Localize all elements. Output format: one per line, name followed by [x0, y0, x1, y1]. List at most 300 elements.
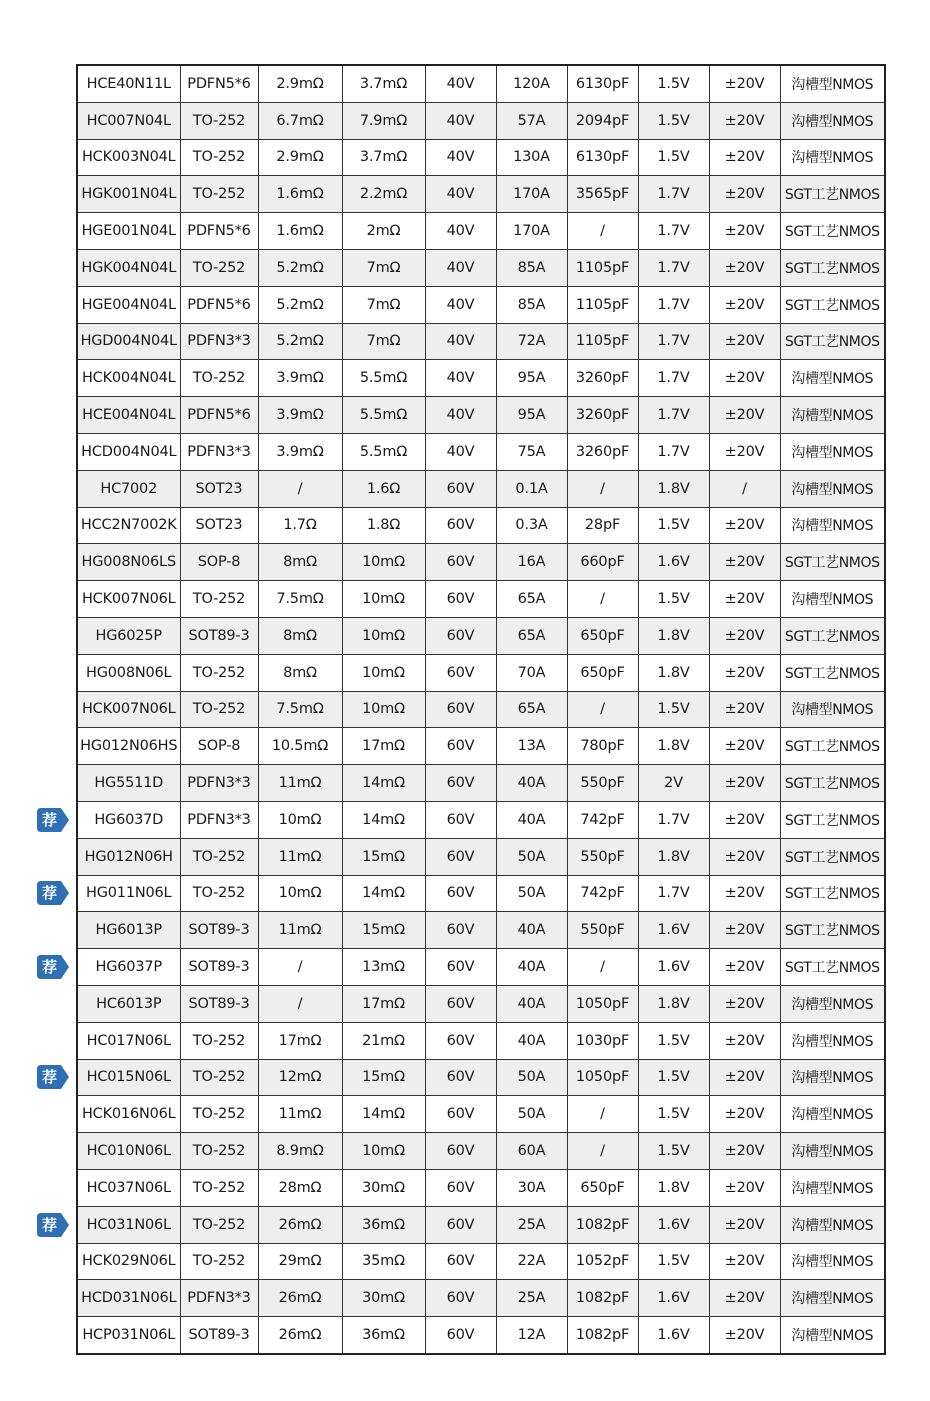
rds-on-max-cell: 7mΩ	[342, 249, 425, 286]
part-number-cell: HCD031N06L	[77, 1280, 180, 1317]
part-number-cell: HC017N06L	[77, 1022, 180, 1059]
ciss-cell: 742pF	[567, 801, 638, 838]
type-cell: SGT工艺NMOS	[780, 544, 885, 581]
vgs-cell: ±20V	[709, 286, 780, 323]
table-row	[77, 949, 885, 986]
type-cell: SGT工艺NMOS	[780, 654, 885, 691]
table-row	[77, 912, 885, 949]
vgs-cell: ±20V	[709, 176, 780, 213]
table-row	[77, 65, 885, 102]
vgs-cell: ±20V	[709, 581, 780, 618]
rds-on-typ-cell: 11mΩ	[258, 1096, 342, 1133]
rds-on-typ-cell: /	[258, 470, 342, 507]
ciss-cell: 1082pF	[567, 1206, 638, 1243]
vds-cell: 60V	[425, 654, 496, 691]
table-row	[77, 286, 885, 323]
vds-cell: 40V	[425, 286, 496, 323]
type-cell: SGT工艺NMOS	[780, 617, 885, 654]
table-row	[77, 1280, 885, 1317]
id-cell: 0.3A	[496, 507, 567, 544]
rds-on-max-cell: 7mΩ	[342, 323, 425, 360]
mosfet-spec-table	[76, 64, 886, 1355]
table-row	[77, 507, 885, 544]
ciss-cell: 550pF	[567, 838, 638, 875]
vds-cell: 40V	[425, 213, 496, 250]
id-cell: 25A	[496, 1206, 567, 1243]
part-number-cell: HG011N06L	[77, 875, 180, 912]
rds-on-max-cell: 3.7mΩ	[342, 65, 425, 102]
table-row	[77, 1133, 885, 1170]
package-cell: SOT23	[180, 507, 258, 544]
package-cell: TO-252	[180, 360, 258, 397]
vth-cell: 1.5V	[638, 139, 709, 176]
table-row	[77, 470, 885, 507]
table-row	[77, 765, 885, 802]
package-cell: PDFN3*3	[180, 765, 258, 802]
package-cell: TO-252	[180, 654, 258, 691]
type-cell: SGT工艺NMOS	[780, 765, 885, 802]
vds-cell: 60V	[425, 1317, 496, 1354]
vgs-cell: ±20V	[709, 1243, 780, 1280]
vds-cell: 60V	[425, 765, 496, 802]
ciss-cell: 650pF	[567, 617, 638, 654]
id-cell: 13A	[496, 728, 567, 765]
rds-on-max-cell: 17mΩ	[342, 728, 425, 765]
vgs-cell: ±20V	[709, 433, 780, 470]
recommended-label: 荐	[41, 1068, 57, 1087]
part-number-cell: HG012N06HS	[77, 728, 180, 765]
vth-cell: 1.7V	[638, 249, 709, 286]
rds-on-max-cell: 14mΩ	[342, 1096, 425, 1133]
table-row	[77, 728, 885, 765]
part-number-cell: HC015N06L	[77, 1059, 180, 1096]
part-number-cell: HCK004N04L	[77, 360, 180, 397]
vds-cell: 60V	[425, 507, 496, 544]
rds-on-max-cell: 14mΩ	[342, 875, 425, 912]
vth-cell: 1.5V	[638, 65, 709, 102]
type-cell: 沟槽型NMOS	[780, 1280, 885, 1317]
vth-cell: 1.5V	[638, 1059, 709, 1096]
vgs-cell: ±20V	[709, 985, 780, 1022]
vgs-cell: ±20V	[709, 691, 780, 728]
part-number-cell: HCK016N06L	[77, 1096, 180, 1133]
id-cell: 50A	[496, 1059, 567, 1096]
package-cell: TO-252	[180, 1206, 258, 1243]
id-cell: 95A	[496, 397, 567, 434]
table-row	[77, 1317, 885, 1354]
part-number-cell: HC031N06L	[77, 1206, 180, 1243]
package-cell: SOT89-3	[180, 985, 258, 1022]
part-number-cell: HCP031N06L	[77, 1317, 180, 1354]
type-cell: 沟槽型NMOS	[780, 397, 885, 434]
package-cell: TO-252	[180, 1096, 258, 1133]
vth-cell: 1.8V	[638, 654, 709, 691]
part-number-cell: HC7002	[77, 470, 180, 507]
ciss-cell: /	[567, 470, 638, 507]
vth-cell: 1.7V	[638, 875, 709, 912]
vth-cell: 1.7V	[638, 323, 709, 360]
package-cell: TO-252	[180, 102, 258, 139]
id-cell: 60A	[496, 1133, 567, 1170]
rds-on-max-cell: 10mΩ	[342, 691, 425, 728]
vgs-cell: ±20V	[709, 1133, 780, 1170]
ciss-cell: 2094pF	[567, 102, 638, 139]
type-cell: 沟槽型NMOS	[780, 1243, 885, 1280]
part-number-cell: HG008N06L	[77, 654, 180, 691]
package-cell: TO-252	[180, 176, 258, 213]
id-cell: 0.1A	[496, 470, 567, 507]
part-number-cell: HCK003N04L	[77, 139, 180, 176]
rds-on-typ-cell: 5.2mΩ	[258, 249, 342, 286]
id-cell: 95A	[496, 360, 567, 397]
vth-cell: 1.5V	[638, 691, 709, 728]
id-cell: 40A	[496, 949, 567, 986]
rds-on-max-cell: 7mΩ	[342, 286, 425, 323]
vds-cell: 60V	[425, 1059, 496, 1096]
table-row	[77, 1059, 885, 1096]
id-cell: 40A	[496, 765, 567, 802]
ciss-cell: 780pF	[567, 728, 638, 765]
id-cell: 16A	[496, 544, 567, 581]
package-cell: PDFN3*3	[180, 801, 258, 838]
vth-cell: 1.8V	[638, 728, 709, 765]
table-row	[77, 433, 885, 470]
part-number-cell: HCC2N7002K	[77, 507, 180, 544]
id-cell: 85A	[496, 286, 567, 323]
ciss-cell: 1050pF	[567, 985, 638, 1022]
package-cell: SOP-8	[180, 544, 258, 581]
vds-cell: 60V	[425, 691, 496, 728]
rds-on-typ-cell: 12mΩ	[258, 1059, 342, 1096]
type-cell: SGT工艺NMOS	[780, 801, 885, 838]
rds-on-max-cell: 2.2mΩ	[342, 176, 425, 213]
recommended-label: 荐	[41, 884, 57, 903]
rds-on-max-cell: 17mΩ	[342, 985, 425, 1022]
type-cell: SGT工艺NMOS	[780, 249, 885, 286]
package-cell: TO-252	[180, 1133, 258, 1170]
recommended-badge	[37, 955, 69, 979]
vgs-cell: ±20V	[709, 65, 780, 102]
vgs-cell: ±20V	[709, 360, 780, 397]
package-cell: PDFN3*3	[180, 433, 258, 470]
table-row	[77, 838, 885, 875]
id-cell: 170A	[496, 213, 567, 250]
table-row	[77, 1206, 885, 1243]
rds-on-typ-cell: 8mΩ	[258, 654, 342, 691]
ciss-cell: 660pF	[567, 544, 638, 581]
type-cell: 沟槽型NMOS	[780, 1133, 885, 1170]
part-number-cell: HC037N06L	[77, 1169, 180, 1206]
ciss-cell: /	[567, 691, 638, 728]
type-cell: 沟槽型NMOS	[780, 1022, 885, 1059]
id-cell: 40A	[496, 912, 567, 949]
vds-cell: 40V	[425, 139, 496, 176]
vds-cell: 60V	[425, 1133, 496, 1170]
ciss-cell: 1052pF	[567, 1243, 638, 1280]
id-cell: 70A	[496, 654, 567, 691]
rds-on-max-cell: 10mΩ	[342, 654, 425, 691]
vth-cell: 1.8V	[638, 1169, 709, 1206]
package-cell: PDFN3*3	[180, 1280, 258, 1317]
rds-on-max-cell: 5.5mΩ	[342, 397, 425, 434]
vds-cell: 40V	[425, 65, 496, 102]
vds-cell: 60V	[425, 470, 496, 507]
part-number-cell: HCD004N04L	[77, 433, 180, 470]
table-row	[77, 1022, 885, 1059]
vgs-cell: ±20V	[709, 617, 780, 654]
vgs-cell: ±20V	[709, 912, 780, 949]
vgs-cell: ±20V	[709, 213, 780, 250]
package-cell: SOT89-3	[180, 949, 258, 986]
part-number-cell: HG6025P	[77, 617, 180, 654]
vds-cell: 60V	[425, 544, 496, 581]
ciss-cell: 1105pF	[567, 249, 638, 286]
vds-cell: 40V	[425, 249, 496, 286]
vgs-cell: ±20V	[709, 249, 780, 286]
rds-on-max-cell: 30mΩ	[342, 1169, 425, 1206]
vgs-cell: ±20V	[709, 1022, 780, 1059]
type-cell: 沟槽型NMOS	[780, 139, 885, 176]
vds-cell: 60V	[425, 838, 496, 875]
type-cell: SGT工艺NMOS	[780, 176, 885, 213]
table-row	[77, 875, 885, 912]
ciss-cell: 742pF	[567, 875, 638, 912]
vth-cell: 1.5V	[638, 507, 709, 544]
rds-on-max-cell: 36mΩ	[342, 1317, 425, 1354]
rds-on-typ-cell: 3.9mΩ	[258, 360, 342, 397]
vgs-cell: ±20V	[709, 1317, 780, 1354]
id-cell: 57A	[496, 102, 567, 139]
vds-cell: 60V	[425, 801, 496, 838]
vgs-cell: ±20V	[709, 728, 780, 765]
type-cell: SGT工艺NMOS	[780, 949, 885, 986]
vgs-cell: /	[709, 470, 780, 507]
rds-on-typ-cell: 11mΩ	[258, 765, 342, 802]
rds-on-max-cell: 1.6Ω	[342, 470, 425, 507]
rds-on-typ-cell: 7.5mΩ	[258, 691, 342, 728]
id-cell: 130A	[496, 139, 567, 176]
table-row	[77, 397, 885, 434]
rds-on-typ-cell: 3.9mΩ	[258, 433, 342, 470]
id-cell: 75A	[496, 433, 567, 470]
table-body	[77, 65, 885, 1354]
table-row	[77, 102, 885, 139]
vds-cell: 60V	[425, 1169, 496, 1206]
vgs-cell: ±20V	[709, 139, 780, 176]
table-row	[77, 617, 885, 654]
vth-cell: 1.6V	[638, 949, 709, 986]
package-cell: SOT23	[180, 470, 258, 507]
part-number-cell: HG5511D	[77, 765, 180, 802]
package-cell: SOT89-3	[180, 912, 258, 949]
package-cell: TO-252	[180, 1169, 258, 1206]
id-cell: 40A	[496, 801, 567, 838]
ciss-cell: /	[567, 1096, 638, 1133]
vth-cell: 1.6V	[638, 1317, 709, 1354]
type-cell: 沟槽型NMOS	[780, 1169, 885, 1206]
vth-cell: 2V	[638, 765, 709, 802]
ciss-cell: /	[567, 1133, 638, 1170]
rds-on-max-cell: 5.5mΩ	[342, 360, 425, 397]
vgs-cell: ±20V	[709, 838, 780, 875]
part-number-cell: HC007N04L	[77, 102, 180, 139]
vds-cell: 60V	[425, 728, 496, 765]
vds-cell: 60V	[425, 1243, 496, 1280]
package-cell: PDFN5*6	[180, 286, 258, 323]
type-cell: SGT工艺NMOS	[780, 728, 885, 765]
ciss-cell: 650pF	[567, 1169, 638, 1206]
type-cell: SGT工艺NMOS	[780, 286, 885, 323]
rds-on-typ-cell: 6.7mΩ	[258, 102, 342, 139]
rds-on-typ-cell: 1.7Ω	[258, 507, 342, 544]
id-cell: 65A	[496, 617, 567, 654]
package-cell: TO-252	[180, 1243, 258, 1280]
ciss-cell: 550pF	[567, 765, 638, 802]
part-number-cell: HG012N06H	[77, 838, 180, 875]
rds-on-typ-cell: 1.6mΩ	[258, 213, 342, 250]
ciss-cell: 3260pF	[567, 397, 638, 434]
recommended-label: 荐	[41, 958, 57, 977]
rds-on-max-cell: 1.8Ω	[342, 507, 425, 544]
vth-cell: 1.7V	[638, 213, 709, 250]
recommended-label: 荐	[41, 810, 57, 829]
table-row	[77, 654, 885, 691]
type-cell: 沟槽型NMOS	[780, 507, 885, 544]
rds-on-max-cell: 14mΩ	[342, 801, 425, 838]
id-cell: 40A	[496, 985, 567, 1022]
vgs-cell: ±20V	[709, 397, 780, 434]
package-cell: TO-252	[180, 691, 258, 728]
table-row	[77, 213, 885, 250]
vds-cell: 60V	[425, 985, 496, 1022]
part-number-cell: HC6013P	[77, 985, 180, 1022]
id-cell: 170A	[496, 176, 567, 213]
rds-on-typ-cell: 10mΩ	[258, 875, 342, 912]
vth-cell: 1.7V	[638, 433, 709, 470]
type-cell: 沟槽型NMOS	[780, 985, 885, 1022]
vth-cell: 1.8V	[638, 470, 709, 507]
id-cell: 50A	[496, 838, 567, 875]
table-row	[77, 139, 885, 176]
package-cell: TO-252	[180, 249, 258, 286]
id-cell: 40A	[496, 1022, 567, 1059]
type-cell: SGT工艺NMOS	[780, 875, 885, 912]
package-cell: TO-252	[180, 875, 258, 912]
ciss-cell: 1082pF	[567, 1280, 638, 1317]
part-number-cell: HG6037P	[77, 949, 180, 986]
id-cell: 72A	[496, 323, 567, 360]
id-cell: 12A	[496, 1317, 567, 1354]
type-cell: 沟槽型NMOS	[780, 360, 885, 397]
recommended-label: 荐	[41, 1215, 57, 1234]
ciss-cell: 6130pF	[567, 65, 638, 102]
type-cell: 沟槽型NMOS	[780, 1206, 885, 1243]
vgs-cell: ±20V	[709, 507, 780, 544]
vth-cell: 1.7V	[638, 801, 709, 838]
rds-on-max-cell: 13mΩ	[342, 949, 425, 986]
vgs-cell: ±20V	[709, 1280, 780, 1317]
rds-on-typ-cell: 26mΩ	[258, 1317, 342, 1354]
rds-on-max-cell: 15mΩ	[342, 838, 425, 875]
vgs-cell: ±20V	[709, 765, 780, 802]
recommended-badge	[37, 808, 69, 832]
vth-cell: 1.7V	[638, 286, 709, 323]
type-cell: 沟槽型NMOS	[780, 691, 885, 728]
ciss-cell: /	[567, 949, 638, 986]
rds-on-typ-cell: 8.9mΩ	[258, 1133, 342, 1170]
table-row	[77, 323, 885, 360]
ciss-cell: 1105pF	[567, 286, 638, 323]
rds-on-max-cell: 35mΩ	[342, 1243, 425, 1280]
table-row	[77, 1096, 885, 1133]
table-row	[77, 801, 885, 838]
type-cell: 沟槽型NMOS	[780, 1059, 885, 1096]
type-cell: 沟槽型NMOS	[780, 433, 885, 470]
rds-on-typ-cell: 11mΩ	[258, 912, 342, 949]
rds-on-max-cell: 5.5mΩ	[342, 433, 425, 470]
ciss-cell: 3260pF	[567, 360, 638, 397]
rds-on-typ-cell: 29mΩ	[258, 1243, 342, 1280]
rds-on-typ-cell: 5.2mΩ	[258, 286, 342, 323]
ciss-cell: 1082pF	[567, 1317, 638, 1354]
rds-on-max-cell: 15mΩ	[342, 1059, 425, 1096]
recommended-badge	[37, 1213, 69, 1237]
part-number-cell: HCK029N06L	[77, 1243, 180, 1280]
vgs-cell: ±20V	[709, 949, 780, 986]
part-number-cell: HCK007N06L	[77, 581, 180, 618]
ciss-cell: /	[567, 581, 638, 618]
rds-on-typ-cell: /	[258, 949, 342, 986]
rds-on-typ-cell: 3.9mΩ	[258, 397, 342, 434]
part-number-cell: HGE004N04L	[77, 286, 180, 323]
package-cell: PDFN5*6	[180, 397, 258, 434]
rds-on-typ-cell: 7.5mΩ	[258, 581, 342, 618]
type-cell: 沟槽型NMOS	[780, 581, 885, 618]
vds-cell: 60V	[425, 617, 496, 654]
vgs-cell: ±20V	[709, 1096, 780, 1133]
rds-on-typ-cell: /	[258, 985, 342, 1022]
id-cell: 85A	[496, 249, 567, 286]
rds-on-max-cell: 15mΩ	[342, 912, 425, 949]
vds-cell: 60V	[425, 1022, 496, 1059]
part-number-cell: HGD004N04L	[77, 323, 180, 360]
rds-on-max-cell: 21mΩ	[342, 1022, 425, 1059]
type-cell: SGT工艺NMOS	[780, 838, 885, 875]
table-row	[77, 985, 885, 1022]
vds-cell: 60V	[425, 1280, 496, 1317]
rds-on-max-cell: 10mΩ	[342, 544, 425, 581]
type-cell: 沟槽型NMOS	[780, 65, 885, 102]
table-row	[77, 249, 885, 286]
ciss-cell: /	[567, 213, 638, 250]
table-row	[77, 1243, 885, 1280]
vth-cell: 1.7V	[638, 360, 709, 397]
id-cell: 65A	[496, 581, 567, 618]
ciss-cell: 1105pF	[567, 323, 638, 360]
vth-cell: 1.6V	[638, 1280, 709, 1317]
package-cell: PDFN5*6	[180, 213, 258, 250]
vth-cell: 1.5V	[638, 1022, 709, 1059]
type-cell: SGT工艺NMOS	[780, 323, 885, 360]
vds-cell: 60V	[425, 875, 496, 912]
part-number-cell: HG008N06LS	[77, 544, 180, 581]
vth-cell: 1.8V	[638, 838, 709, 875]
vth-cell: 1.5V	[638, 1133, 709, 1170]
vgs-cell: ±20V	[709, 1206, 780, 1243]
rds-on-typ-cell: 2.9mΩ	[258, 139, 342, 176]
id-cell: 65A	[496, 691, 567, 728]
rds-on-typ-cell: 17mΩ	[258, 1022, 342, 1059]
